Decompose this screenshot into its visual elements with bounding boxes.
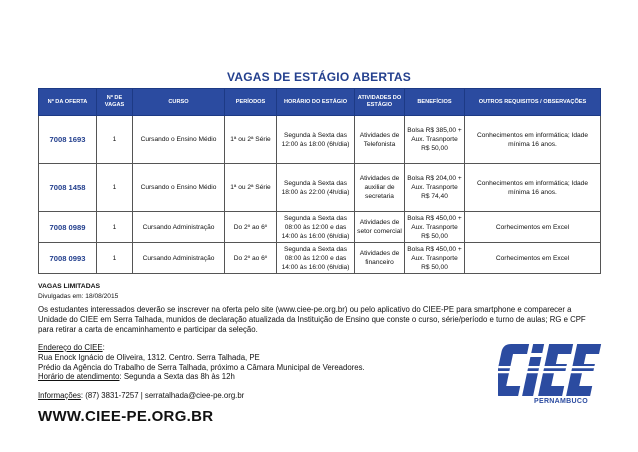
address-line-1: Rua Enock Ignácio de Oliveira, 1312. Centro. Serra Talhada, PE <box>38 352 260 362</box>
table-header-row <box>39 89 601 116</box>
cell-curso: Cursando o Ensino Médio <box>133 164 225 212</box>
cell-oferta: 7008 1693 <box>39 116 97 164</box>
cell-atividades: Atividades de financeiro <box>355 243 405 274</box>
cell-periodos: Do 2º ao 6º <box>225 212 277 243</box>
ciee-logo <box>498 340 602 404</box>
cell-vagas: 1 <box>97 164 133 212</box>
cell-periodos: 1ª ou 2ª Série <box>225 116 277 164</box>
header-beneficios: BENEFÍCIOS <box>405 89 465 116</box>
cell-oferta: 7008 0993 <box>39 243 97 274</box>
cell-beneficios: Bolsa R$ 450,00 + Aux. Trasnporte R$ 50,00 <box>405 243 465 274</box>
hours-value: : Segunda a Sexta das 8h às 12h <box>119 372 235 382</box>
cell-beneficios: Bolsa R$ 385,00 + Aux. Trasnporte R$ 50,00 <box>405 116 465 164</box>
table-row <box>39 116 601 164</box>
contact-value: : (87) 3831-7257 | serratalhada@ciee-pe.org.br <box>80 391 245 400</box>
cell-periodos: Do 2º ao 6º <box>225 243 277 274</box>
cell-oferta: 7008 0989 <box>39 212 97 243</box>
header-periodos: PERÍODOS <box>225 89 277 116</box>
header-requisitos: OUTROS REQUISITOS / OBSERVAÇÕES <box>465 89 601 116</box>
cell-curso: Cursando Administração <box>133 212 225 243</box>
address-line-2: Prédio da Agência do Trabalho de Serra Talhada, próximo a Câmara Municipal de Vereadores. <box>38 362 365 372</box>
cell-atividades: Atividades de Telefonista <box>355 116 405 164</box>
header-curso: CURSO <box>133 89 225 116</box>
cell-requisitos: Corhecimentos em Excel <box>465 243 601 274</box>
cell-oferta: 7008 1458 <box>39 164 97 212</box>
logo-subtitle: PERNAMBUCO <box>534 398 588 405</box>
hours-line <box>38 372 418 382</box>
address-heading: Endereço do CIEE: <box>38 343 105 352</box>
hours-label: Horário de atendimento <box>38 372 120 382</box>
cell-vagas: 1 <box>97 116 133 164</box>
cell-periodos: 1ª ou 2ª Série <box>225 164 277 212</box>
vagas-limitadas-note: VAGAS LIMITADAS <box>38 283 101 290</box>
cell-atividades: Atividades de setor comercial <box>355 212 405 243</box>
cell-beneficios: Bolsa R$ 450,00 + Aux. Trasnporte R$ 50,00 <box>405 212 465 243</box>
header-horario: HORÁRIO DO ESTÁGIO <box>277 89 355 116</box>
cell-horario: Segunda a Sexta das 08:00 às 12:00 e das 14:00 às 16:00 (6h/dia) <box>277 212 355 243</box>
vagas-table <box>38 88 601 274</box>
cell-beneficios: Bolsa R$ 204,00 + Aux. Trasnporte R$ 74,40 <box>405 164 465 212</box>
cell-requisitos: Conhecimentos em informática; Idade mínima 16 anos. <box>465 116 601 164</box>
header-atividades: ATIVIDADES DO ESTÁGIO <box>355 89 405 116</box>
cell-horario: Segunda à Sexta das 18:00 às 22:00 (4h/dia) <box>277 164 355 212</box>
header-vagas: Nº DE VAGAS <box>97 89 133 116</box>
website-url[interactable]: WWW.CIEE-PE.ORG.BR <box>38 408 214 425</box>
contact-info <box>38 391 244 400</box>
cell-horario: Segunda à Sexta das 12:00 às 18:00 (6h/dia) <box>277 116 355 164</box>
page-title: VAGAS DE ESTÁGIO ABERTAS <box>227 70 411 84</box>
cell-curso: Cursando o Ensino Médio <box>133 116 225 164</box>
publish-date: Divulgadas em: 18/08/2015 <box>38 293 119 300</box>
instructions-paragraph: Os estudantes interessados deverão se inscrever na oferta pelo site (www.ciee-pe.org.br) ou pelo aplicativo do CIEE-PE para smartphone e comparecer a Unidade do CIEE em Serra Talhada, munidos de declaração atualizada da Instituição de Ensino que conste o curso, série/período e turno de aulas; RG e CPF para retirar a carta de encaminhamento e participar da seleção. <box>38 305 586 335</box>
address-block <box>38 343 418 382</box>
cell-horario: Segunda a Sexta das 08:00 às 12:00 e das 14:00 às 16:00 (6h/dia) <box>277 243 355 274</box>
cell-curso: Cursando Administração <box>133 243 225 274</box>
address-label: Endereço do CIEE <box>38 343 103 352</box>
cell-vagas: 1 <box>97 212 133 243</box>
cell-atividades: Atividades de auxiliar de secretaria <box>355 164 405 212</box>
table-row <box>39 164 601 212</box>
contact-label: Informações <box>38 391 81 400</box>
table-row <box>39 212 601 243</box>
header-oferta: Nº DA OFERTA <box>39 89 97 116</box>
cell-vagas: 1 <box>97 243 133 274</box>
cell-requisitos: Conhecimentos em informática; Idade mínima 16 anos. <box>465 164 601 212</box>
cell-requisitos: Corhecimentos em Excel <box>465 212 601 243</box>
table-row <box>39 243 601 274</box>
